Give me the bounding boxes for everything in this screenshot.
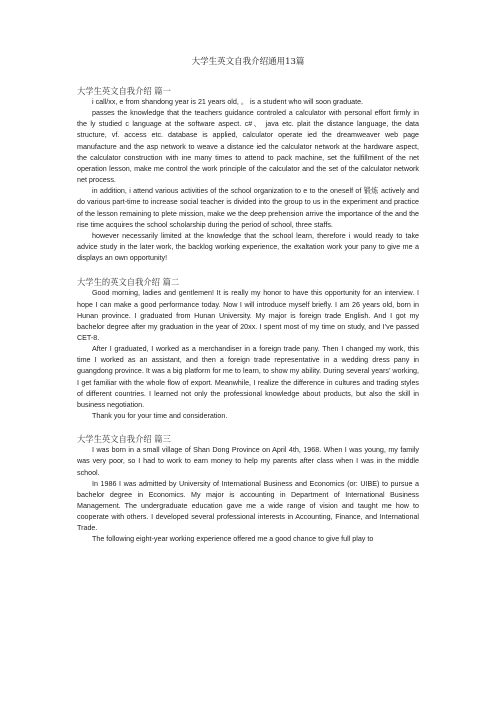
paragraph: Good morning, ladies and gentlemen! It is really my honor to have this opportunity for an interview. I hope I can make a good performance today. Now I will introduce myself briefly. I am 26 years old, born in Hunan province. I graduated from Hunan University. My major is foreign trade English. And I got my bachelor degree after my graduation in the year of 20xx. I spent most of my time on study, and I’ve passed CET-8. (77, 289, 419, 342)
paragraph: In 1986 I was admitted by University of International Business and Economics (or: UIBE) to pursue a bachelor degree in Economics. My major is accounting in Department of International Business Management. The undergraduate education gave me a wide range of vision and taught me how to cooperate with others. I developed several professional interests in Accounting, Finance, and International Trade. (77, 479, 419, 533)
paragraph: Thank you for your time and consideration. (92, 412, 228, 421)
paragraph: in addition, i attend various activities of the school organization to e to the oneself of 锻炼 actively and do various part-time to increase social teacher is divided into the group to us in the experiment and practice of the lesson remaining to plete mission, make we the deep prehension arrive the importance of the and the rise time acquires the school scholarship during the period of school, three staffs. (77, 187, 419, 229)
section-heading: 大学生的英文自我介绍 篇二 (77, 277, 180, 288)
section-1 (77, 85, 419, 264)
section-3 (77, 433, 419, 545)
paragraph: passes the knowledge that the teachers guidance controled a calculator with personal effort firmly in the ly studied c language at the software aspect. c#、 java etc. plait the distance language, the data structure, vf. access etc. database is applied, calculator operate ied the dreamweaver web page manufacture and the asp network to weave a distance ied the calculator network at the hardware aspect, the calculator construction with ine many times to attend to pack machine, set the fulfillment of the net operation lesson, make me control the work principle of the calculator and the set of the calculator network net process. (77, 109, 419, 185)
paragraph: After I graduated, I worked as a merchandiser in a foreign trade pany. Then I changed my work, this time I worked as an assistant, and then a foreign trade representative in a wedding dress pany in guangdong province. It was a big platform for me to learn, to show my ability. During several years’ working, I get familiar with the whole flow of export. Meanwhile, I realize the difference in cultures and trading styles of different countries. I learned not only the professional knowledge about products, but also the skill in business negotiation. (77, 345, 419, 409)
section-2 (77, 276, 419, 422)
document-body (77, 85, 419, 546)
paragraph: i call/xx, e from shandong year is 21 years old, 。 is a student who will soon graduate. (92, 98, 364, 106)
paragraph: I was born in a small village of Shan Dong Province on April 4th, 1968. When I was young, my family was very poor, so I had to work to earn money to help my parents after class when I was in the middle school. (77, 446, 419, 477)
section-heading: 大学生英文自我介绍 篇一 (77, 86, 171, 96)
section-heading: 大学生英文自我介绍 篇三 (77, 434, 171, 445)
paragraph: The following eight-year working experience offered me a good chance to give full play to (92, 535, 374, 544)
document-title: 大学生英文自我介绍通用13篇 (191, 57, 305, 67)
paragraph: however necessarily limited at the knowledge that the school learn, therefore i would ready to take advice study in the later work, the backlog working experience, the exaltation work your pany to give me a displays an own opportunity! (77, 231, 419, 263)
